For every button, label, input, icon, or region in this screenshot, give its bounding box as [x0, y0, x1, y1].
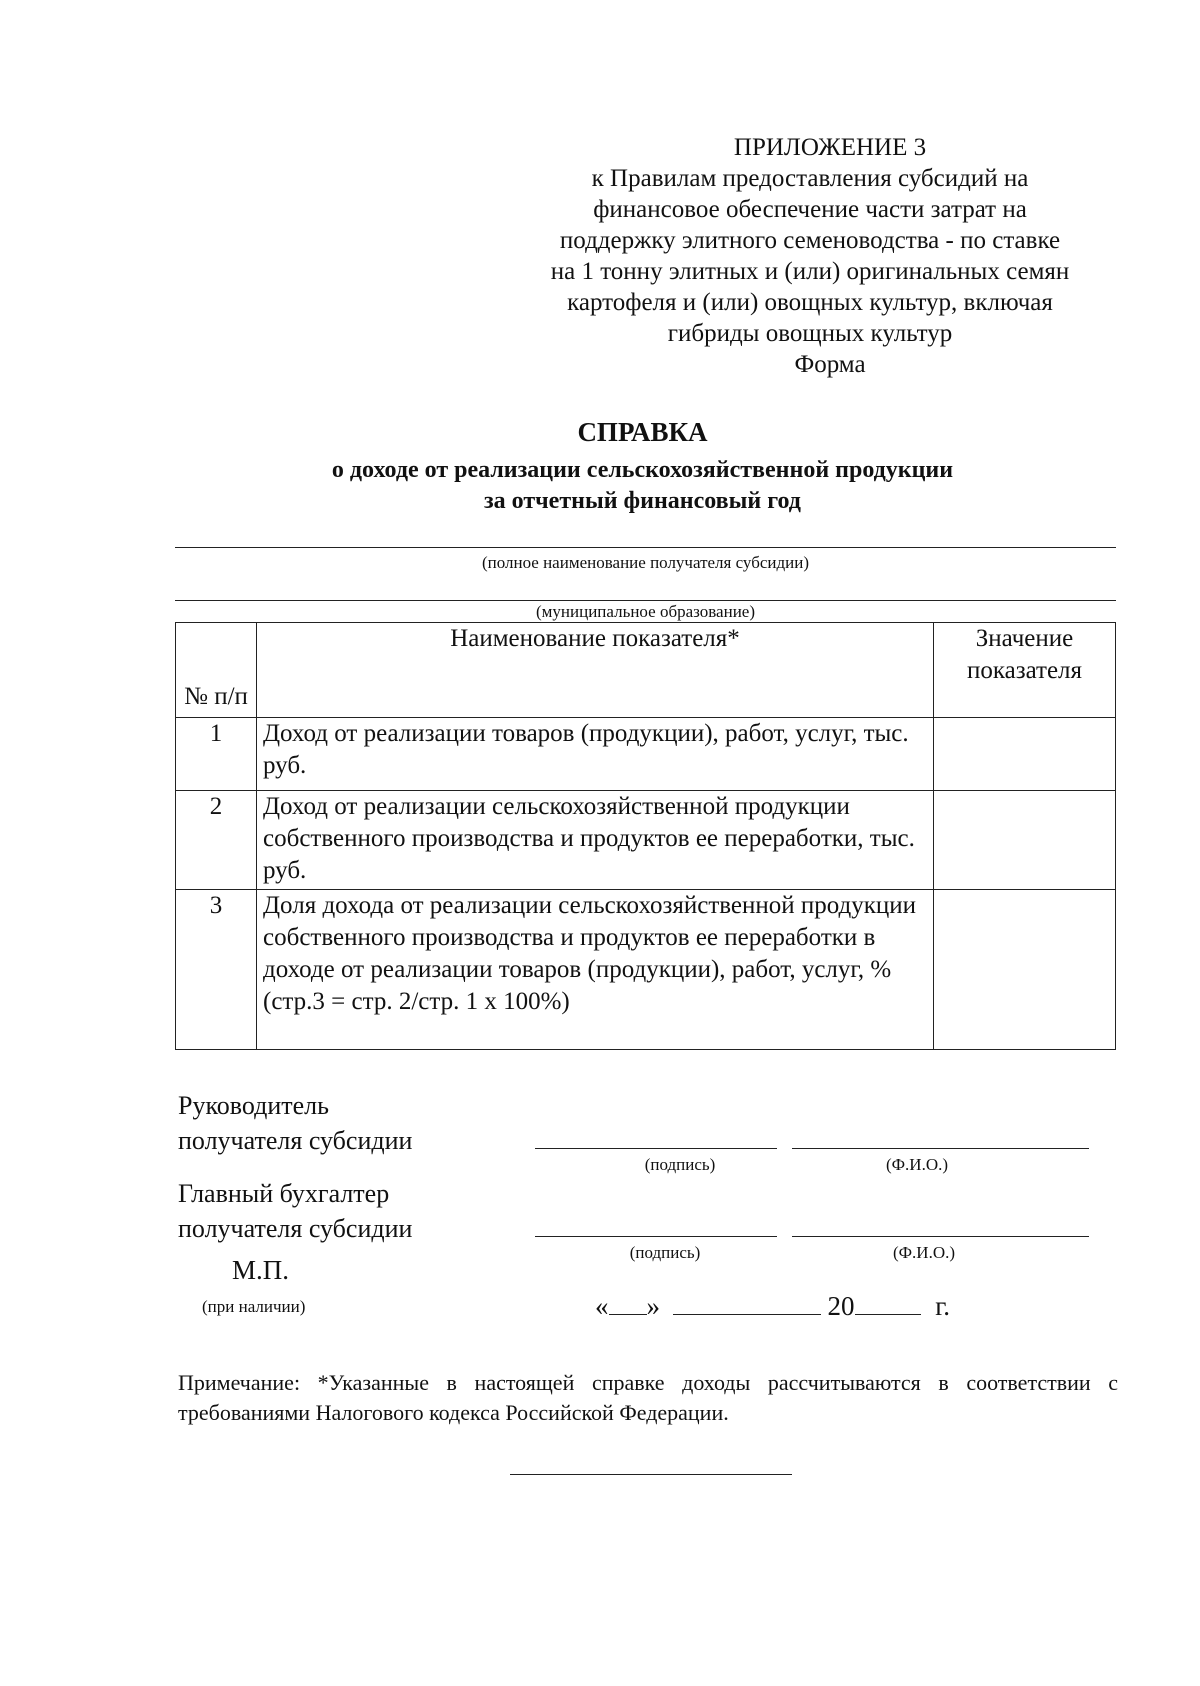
head-label-line: Руководитель [178, 1091, 329, 1120]
head-signatory-label [178, 1088, 412, 1158]
date-year-prefix: 20 [827, 1291, 855, 1321]
header-number: № п/п [176, 623, 257, 718]
date-open-quote: « [595, 1291, 609, 1321]
table-row [176, 791, 1116, 890]
accountant-signatory-label [178, 1176, 412, 1246]
row-indicator-name: Доход от реализации сельскохозяйственной продукции собственного производства и продуктов ее переработки, тыс. руб. [257, 791, 934, 890]
accountant-name-field[interactable] [792, 1236, 1089, 1237]
recipient-hint: (полное наименование получателя субсидии) [481, 553, 810, 572]
document-title: СПРАВКА [577, 417, 708, 447]
date-day-field[interactable] [609, 1290, 647, 1315]
row-value-cell[interactable] [934, 890, 1116, 1050]
accountant-signature-hint: (подпись) [629, 1243, 701, 1262]
accountant-label-line: Главный бухгалтер [178, 1179, 390, 1208]
date-field [595, 1290, 950, 1322]
head-signature-hint: (подпись) [644, 1155, 716, 1174]
table-header-row [176, 623, 1116, 718]
document-subtitle [0, 455, 1200, 517]
date-close-quote: » [646, 1291, 660, 1321]
accountant-signature-field[interactable] [535, 1236, 777, 1237]
row-number: 1 [176, 718, 257, 791]
accountant-name-hint: (Ф.И.О.) [892, 1243, 956, 1262]
appendix-line: к Правилам предоставления субсидий на [591, 165, 1029, 192]
table-row [176, 890, 1116, 1050]
footnote-line: требованиями Налогового кодекса Российской Федерации. [178, 1400, 729, 1425]
header-indicator-name: Наименование показателя* [257, 623, 934, 718]
municipality-field[interactable] [175, 600, 1116, 601]
row-number: 2 [176, 791, 257, 890]
date-month-field[interactable] [673, 1290, 821, 1315]
head-name-field[interactable] [792, 1148, 1089, 1149]
appendix-header [490, 132, 1130, 380]
date-year-suffix: г. [935, 1291, 951, 1321]
head-name-hint: (Ф.И.О.) [885, 1155, 949, 1174]
subtitle-line: за отчетный финансовый год [484, 488, 801, 514]
row-value-cell[interactable] [934, 791, 1116, 890]
appendix-line: на 1 тонну элитных и (или) оригинальных семян [550, 258, 1070, 285]
form-label: Форма [794, 351, 866, 378]
row-indicator-name: Доля дохода от реализации сельскохозяйственной продукции собственного производства и продуктов ее переработки в доходе от реализации товаров (продукции), работ, услуг, % (стр.3 = стр. 2/стр. 1 х 100%) [257, 890, 934, 1050]
row-number: 3 [176, 890, 257, 1050]
table-row [176, 718, 1116, 791]
head-label-line: получателя субсидии [178, 1126, 413, 1155]
indicators-table [175, 622, 1116, 1050]
appendix-title: ПРИЛОЖЕНИЕ 3 [733, 134, 927, 161]
footer-divider [510, 1474, 792, 1475]
subtitle-line: о доходе от реализации сельскохозяйственной продукции [331, 457, 954, 483]
row-value-cell[interactable] [934, 718, 1116, 791]
stamp-place: М.П. [232, 1255, 290, 1285]
appendix-line: поддержку элитного семеноводства - по ставке [559, 227, 1061, 254]
stamp-hint: (при наличии) [202, 1297, 306, 1316]
head-signature-field[interactable] [535, 1148, 777, 1149]
header-indicator-value: Значение показателя [934, 623, 1116, 718]
appendix-line: гибриды овощных культур [667, 320, 953, 347]
municipality-hint: (муниципальное образование) [536, 602, 755, 621]
footnote [178, 1368, 1118, 1428]
date-year-field[interactable] [855, 1290, 921, 1315]
appendix-line: финансовое обеспечение части затрат на [593, 196, 1027, 223]
footnote-line: Примечание: *Указанные в настоящей справке доходы рассчитываются в соответствии с [178, 1370, 1118, 1395]
accountant-label-line: получателя субсидии [178, 1214, 413, 1243]
row-indicator-name: Доход от реализации товаров (продукции), работ, услуг, тыс. руб. [257, 718, 934, 791]
recipient-name-field[interactable] [175, 547, 1116, 548]
appendix-line: картофеля и (или) овощных культур, включая [567, 289, 1053, 316]
